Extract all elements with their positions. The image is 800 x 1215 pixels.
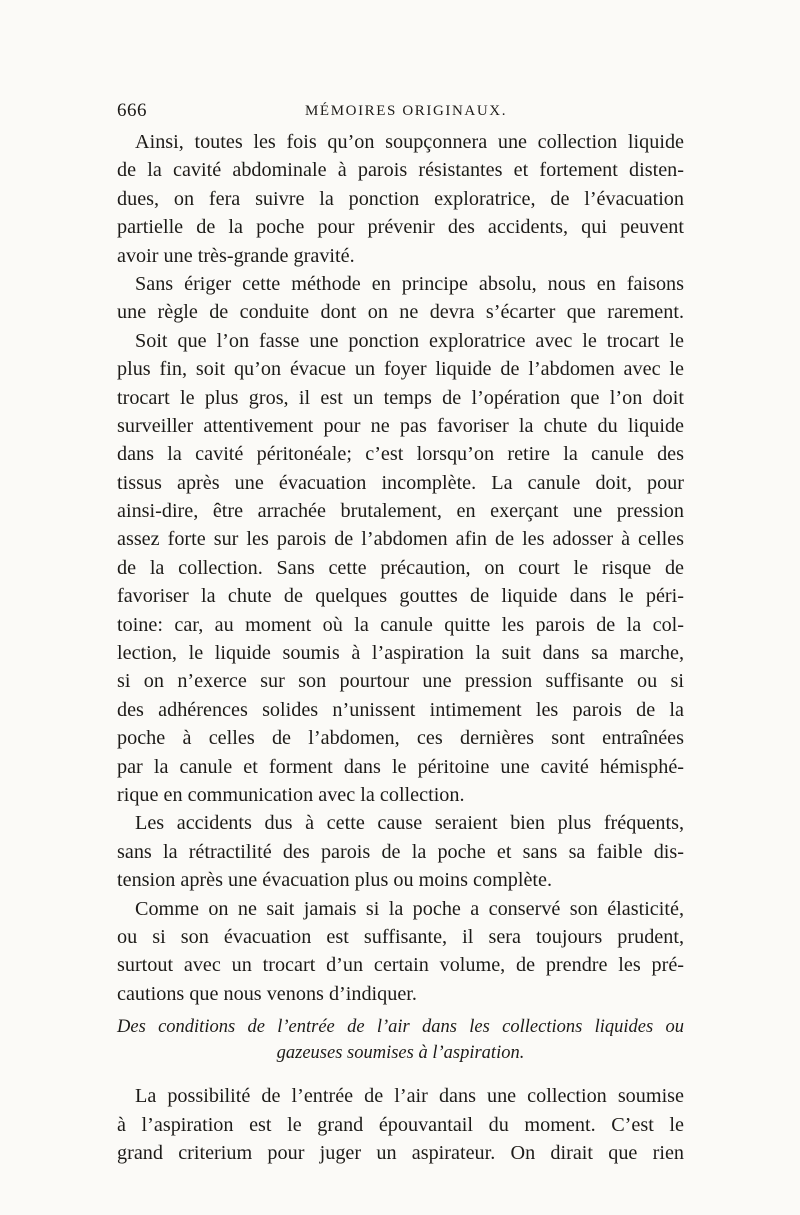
paragraph-4 bbox=[117, 809, 684, 894]
section-heading-line: gazeuses soumises à l’aspiration. bbox=[276, 1043, 525, 1064]
text-line: Sans ériger cette méthode en principe absolu, nous en faisons bbox=[135, 272, 684, 295]
text-line: cautions que nous venons d’indiquer. bbox=[117, 982, 417, 1005]
text-line: Comme on ne sait jamais si la poche a conservé son élasticité, bbox=[135, 897, 684, 920]
text-line: dans la cavité péritonéale; c’est lorsqu’on retire la canule des bbox=[117, 443, 684, 466]
text-line: avoir une très-grande gravité. bbox=[117, 244, 355, 267]
text-line: trocart le plus gros, il est un temps de l’opération que l’on doit bbox=[117, 386, 684, 409]
text-line: sans la rétractilité des parois de la poche et sans sa faible dis- bbox=[117, 840, 684, 863]
text-line: une règle de conduite dont on ne devra s’écarter que rarement. bbox=[117, 301, 684, 324]
text-line: dues, on fera suivre la ponction exploratrice, de l’évacuation bbox=[117, 187, 684, 210]
text-line: rique en communication avec la collection. bbox=[117, 783, 465, 806]
text-line: lection, le liquide soumis à l’aspiration la suit dans sa marche, bbox=[117, 642, 684, 665]
text-line: grand criterium pour juger un aspirateur. On dirait que rien bbox=[117, 1141, 684, 1164]
text-line: ou si son évacuation est suffisante, il sera toujours prudent, bbox=[117, 925, 684, 948]
paragraph-2 bbox=[117, 270, 684, 327]
paragraph-6 bbox=[117, 1082, 684, 1167]
running-header bbox=[117, 100, 692, 126]
text-line: partielle de la poche pour prévenir des accidents, qui peuvent bbox=[117, 216, 684, 239]
paragraph-3 bbox=[117, 327, 684, 810]
paragraph-1 bbox=[117, 128, 684, 270]
section-heading-line: Des conditions de l’entrée de l’air dans les collections liquides ou bbox=[117, 1017, 684, 1038]
text-line: poche à celles de l’abdomen, ces dernières sont entraînées bbox=[117, 727, 684, 750]
text-line: par la canule et forment dans le péritoine une cavité hémisphé- bbox=[117, 755, 684, 778]
text-line: Ainsi, toutes les fois qu’on soupçonnera une collection liquide bbox=[135, 131, 684, 153]
body-text bbox=[117, 128, 684, 1167]
page-number: 666 bbox=[117, 100, 147, 121]
text-line: si on n’exerce sur son pourtour une pression suffisante ou si bbox=[117, 670, 684, 693]
paragraph-5 bbox=[117, 895, 684, 1009]
text-line: assez forte sur les parois de l’abdomen afin de les adosser à celles bbox=[117, 528, 684, 551]
text-line: ainsi-dire, être arrachée brutalement, en exerçant une pression bbox=[117, 500, 684, 523]
text-line: surtout avec un trocart d’un certain volume, de prendre les pré- bbox=[117, 954, 684, 977]
text-line: de la collection. Sans cette précaution, on court le risque de bbox=[117, 556, 684, 579]
text-line: Les accidents dus à cette cause seraient bien plus fréquents, bbox=[135, 812, 684, 835]
text-line: des adhérences solides n’unissent intimement les parois de la bbox=[117, 698, 684, 721]
text-line: tension après une évacuation plus ou moins complète. bbox=[117, 869, 553, 892]
text-line: Soit que l’on fasse une ponction exploratrice avec le trocart le bbox=[135, 329, 684, 352]
text-line: plus fin, soit qu’on évacue un foyer liquide de l’abdomen avec le bbox=[117, 358, 684, 381]
text-line: de la cavité abdominale à parois résistantes et fortement disten- bbox=[117, 159, 684, 182]
text-line: tissus après une évacuation incomplète. La canule doit, pour bbox=[117, 471, 684, 494]
text-line: La possibilité de l’entrée de l’air dans une collection soumise bbox=[135, 1085, 684, 1108]
text-line: toine: car, au moment où la canule quitte les parois de la col- bbox=[117, 613, 684, 636]
running-title: MÉMOIRES ORIGINAUX. bbox=[305, 103, 508, 119]
text-line: à l’aspiration est le grand épouvantail du moment. C’est le bbox=[117, 1113, 684, 1136]
text-line: surveiller attentivement pour ne pas favoriser la chute du liquide bbox=[117, 414, 684, 437]
text-line: favoriser la chute de quelques gouttes de liquide dans le péri- bbox=[117, 585, 684, 608]
section-heading bbox=[117, 1014, 684, 1066]
